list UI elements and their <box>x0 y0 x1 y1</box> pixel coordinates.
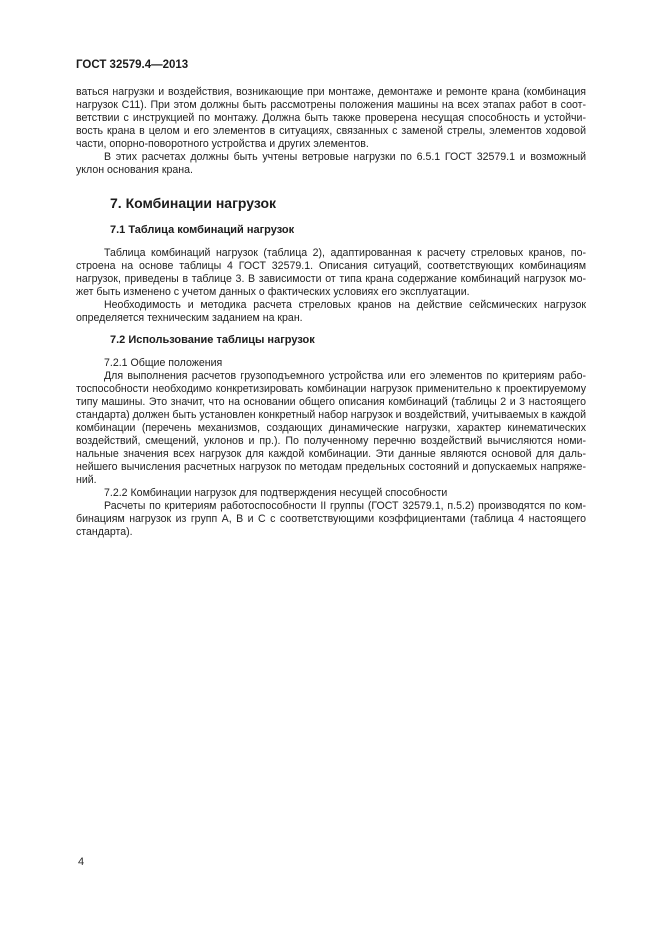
paragraph: Таблица комбинаций нагрузок (таблица 2), адаптированная к расчету стреловых кранов, построена на основе таблицы 4 ГОСТ 32579.1. Описания ситуаций, соответствующих комбинациям нагрузок, приведены в таблице 3. В зависимости от типа крана содержание комбинаций нагрузок может быть изменено с учетом данных о фактических условиях его эксплуатации. <box>76 247 586 298</box>
document-body <box>76 86 586 539</box>
clause-heading-7-2-1: 7.2.1 Общие положения <box>104 357 223 369</box>
subsection-heading-7-1: 7.1 Таблица комбинаций нагрузок <box>110 224 295 236</box>
clause-heading-7-2-2: 7.2.2 Комбинации нагрузок для подтверждения несущей способности <box>104 487 448 499</box>
paragraph: Расчеты по критериям работоспособности II группы (ГОСТ 32579.1, п.5.2) производятся по комбинациям нагрузок из групп А, В и С с соответствующими коэффициентами (таблица 4 настоящего стандарта). <box>76 500 586 538</box>
subsection-heading-7-2: 7.2 Использование таблицы нагрузок <box>110 334 315 346</box>
page-number: 4 <box>78 856 85 868</box>
document-code-header: ГОСТ 32579.4—2013 <box>76 59 189 71</box>
paragraph-continuation: ваться нагрузки и воздействия, возникающие при монтаже, демонтаже и ремонте крана (комбинация нагрузок С11). При этом должны быть рассмотрены положения машины на всех этапах работ в соответствии с инструкцией по монтажу. Должна быть также проверена несущая способность и устойчивость крана в целом и его элементов в ситуациях, связанных с заменой стрелы, элементов ходовой части, опорно-поворотного устройства и других элементов. <box>76 86 586 150</box>
paragraph: Необходимость и методика расчета стреловых кранов на действие сейсмических нагрузок определяется техническим заданием на кран. <box>76 299 586 324</box>
paragraph: Для выполнения расчетов грузоподъемного устройства или его элементов по критериям работоспособности необходимо конкретизировать комбинации нагрузок применительно к проектируемому типу машины. Это значит, что на основании общего описания комбинаций (таблицы 2 и 3 настоящего стандарта) должен быть установлен конкретный набор нагрузок и воздействий, учитываемых в каждой комбинации (перечень механизмов, создающих динамические нагрузки, характер кинематических воздействий, смещений, уклонов и пр.). По полученному перечню воздействий вычисляются номинальные значения всех нагрузок для каждой комбинации. Эти данные являются основой для дальнейшего вычисления расчетных нагрузок по методам предельных состояний и допускаемых напряжений. <box>76 370 586 486</box>
paragraph: В этих расчетах должны быть учтены ветровые нагрузки по 6.5.1 ГОСТ 32579.1 и возможный уклон основания крана. <box>76 151 586 176</box>
section-heading-7: 7. Комбинации нагрузок <box>110 195 277 211</box>
